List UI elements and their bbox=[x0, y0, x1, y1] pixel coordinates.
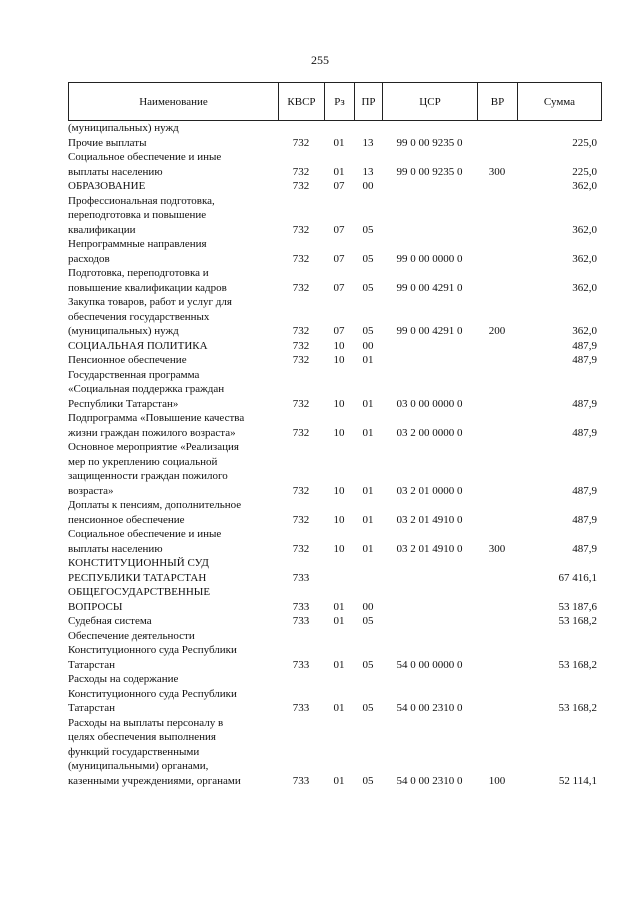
cell-vr: 300 bbox=[488, 542, 506, 555]
row-name-line: жизни граждан пожилого возраста» bbox=[68, 426, 236, 439]
cell-kvsr: 732 bbox=[292, 542, 310, 555]
row-name bbox=[68, 150, 275, 179]
row-name-line: функций государственными bbox=[68, 745, 200, 758]
cell-rz: 10 bbox=[333, 339, 345, 352]
row-name-line: ОБЩЕГОСУДАРСТВЕННЫЕ bbox=[68, 586, 211, 598]
row-name bbox=[68, 716, 275, 789]
row-name-line: Расходы на содержание bbox=[68, 673, 179, 685]
header-vr: ВР bbox=[478, 83, 518, 121]
row-name bbox=[68, 179, 275, 194]
cell-csr: 03 2 00 0000 0 bbox=[396, 426, 463, 439]
row-name-line: Социальное обеспечение и иные bbox=[68, 151, 222, 163]
cell-kvsr: 733 bbox=[292, 658, 310, 671]
cell-sum: 362,0 bbox=[572, 281, 597, 294]
cell-csr: 03 2 01 4910 0 bbox=[396, 513, 463, 526]
row-name-line: «Социальная поддержка граждан bbox=[68, 383, 225, 395]
cell-kvsr: 733 bbox=[292, 600, 310, 613]
cell-pr: 05 bbox=[362, 223, 374, 236]
row-name bbox=[68, 527, 275, 556]
table-row bbox=[68, 368, 600, 412]
table-row bbox=[68, 411, 600, 440]
cell-kvsr: 732 bbox=[292, 339, 310, 352]
cell-kvsr: 732 bbox=[292, 325, 310, 337]
cell-kvsr: 732 bbox=[292, 223, 310, 236]
table-row bbox=[68, 266, 600, 295]
cell-csr: 99 0 00 4291 0 bbox=[396, 325, 463, 337]
cell-rz: 07 bbox=[333, 180, 345, 192]
cell-csr: 54 0 00 2310 0 bbox=[396, 774, 463, 787]
cell-pr: 05 bbox=[362, 615, 374, 627]
cell-rz: 10 bbox=[333, 354, 345, 366]
cell-pr: 13 bbox=[362, 136, 374, 149]
row-name-line: Подпрограмма «Повышение качества bbox=[68, 412, 245, 424]
cell-kvsr: 732 bbox=[292, 180, 310, 192]
cell-vr: 300 bbox=[488, 165, 506, 178]
row-name-line: Государственная программа bbox=[68, 368, 200, 381]
row-name bbox=[68, 585, 275, 614]
cell-pr: 05 bbox=[362, 252, 374, 265]
row-name-line: Закупка товаров, работ и услуг для bbox=[68, 296, 232, 308]
table-row bbox=[68, 136, 600, 151]
row-name-line: целях обеспечения выполнения bbox=[68, 731, 216, 743]
cell-sum: 67 416,1 bbox=[558, 571, 597, 584]
table-row bbox=[68, 179, 600, 194]
row-name bbox=[68, 237, 275, 266]
table-row bbox=[68, 150, 600, 179]
cell-sum: 53 168,2 bbox=[558, 702, 597, 714]
row-name bbox=[68, 672, 275, 716]
row-name bbox=[68, 411, 275, 440]
row-name bbox=[68, 121, 275, 136]
row-name-line: мер по укреплению социальной bbox=[68, 455, 218, 468]
cell-rz: 10 bbox=[333, 542, 345, 555]
row-name-line: ВОПРОСЫ bbox=[68, 600, 123, 613]
cell-sum: 487,9 bbox=[572, 542, 597, 555]
row-name-line: (муниципальных) нужд bbox=[68, 325, 179, 337]
cell-sum: 362,0 bbox=[572, 223, 597, 236]
row-name-line: Доплаты к пенсиям, дополнительное bbox=[68, 499, 242, 511]
cell-pr: 13 bbox=[362, 165, 374, 178]
cell-pr: 05 bbox=[362, 325, 374, 337]
row-name bbox=[68, 339, 275, 354]
cell-kvsr: 732 bbox=[292, 484, 310, 497]
cell-sum: 225,0 bbox=[572, 165, 597, 178]
row-name bbox=[68, 556, 275, 585]
row-name-line: СОЦИАЛЬНАЯ ПОЛИТИКА bbox=[68, 339, 208, 352]
row-name-line: пенсионное обеспечение bbox=[68, 513, 185, 526]
header-kvsr: КВСР bbox=[279, 83, 325, 121]
row-name-line: КОНСТИТУЦИОННЫЙ СУД bbox=[68, 557, 209, 569]
table-row bbox=[68, 353, 600, 368]
row-name-line: Республики Татарстан» bbox=[68, 397, 179, 410]
row-name-line: защищенности граждан пожилого bbox=[68, 470, 228, 482]
cell-csr: 99 0 00 4291 0 bbox=[396, 281, 463, 294]
cell-sum: 53 168,2 bbox=[558, 615, 597, 627]
cell-kvsr: 733 bbox=[292, 774, 310, 787]
table-row bbox=[68, 194, 600, 238]
cell-rz: 10 bbox=[333, 513, 345, 526]
cell-kvsr: 733 bbox=[292, 571, 310, 584]
cell-pr: 00 bbox=[362, 180, 374, 192]
cell-pr: 00 bbox=[362, 600, 374, 613]
cell-sum: 487,9 bbox=[572, 354, 597, 366]
cell-csr: 99 0 00 0000 0 bbox=[396, 252, 463, 265]
cell-kvsr: 732 bbox=[292, 397, 310, 410]
table-row bbox=[68, 556, 600, 585]
cell-sum: 53 168,2 bbox=[558, 658, 597, 671]
cell-rz: 01 bbox=[333, 600, 345, 613]
row-name-line: Судебная система bbox=[68, 615, 152, 627]
cell-rz: 01 bbox=[333, 658, 345, 671]
cell-kvsr: 733 bbox=[292, 615, 310, 627]
cell-sum: 225,0 bbox=[572, 136, 597, 149]
row-name-line: Непрограммные направления bbox=[68, 238, 207, 250]
cell-pr: 01 bbox=[362, 397, 374, 410]
row-name-line: Пенсионное обеспечение bbox=[68, 354, 187, 366]
cell-pr: 01 bbox=[362, 426, 374, 439]
table-row bbox=[68, 498, 600, 527]
cell-rz: 10 bbox=[333, 397, 345, 410]
cell-sum: 487,9 bbox=[572, 513, 597, 526]
cell-rz: 07 bbox=[333, 223, 345, 236]
row-name bbox=[68, 629, 275, 673]
row-name-line: Прочие выплаты bbox=[68, 136, 147, 149]
cell-pr: 05 bbox=[362, 702, 374, 714]
cell-kvsr: 732 bbox=[292, 354, 310, 366]
table-row bbox=[68, 614, 600, 629]
table-body bbox=[68, 121, 600, 788]
cell-sum: 52 114,1 bbox=[558, 774, 597, 787]
table-row bbox=[68, 295, 600, 339]
row-name bbox=[68, 295, 275, 339]
cell-csr: 03 0 00 0000 0 bbox=[396, 397, 463, 410]
row-name-line: Расходы на выплаты персоналу в bbox=[68, 716, 224, 729]
table-row bbox=[68, 629, 600, 673]
header-sum: Сумма bbox=[518, 83, 602, 121]
cell-csr: 99 0 00 9235 0 bbox=[396, 136, 463, 149]
table-row bbox=[68, 440, 600, 498]
table-row bbox=[68, 716, 600, 789]
cell-kvsr: 732 bbox=[292, 513, 310, 526]
row-name-line: Татарстан bbox=[68, 702, 115, 714]
cell-kvsr: 732 bbox=[292, 136, 310, 149]
cell-kvsr: 732 bbox=[292, 165, 310, 178]
cell-sum: 362,0 bbox=[572, 180, 597, 192]
row-name-line: РЕСПУБЛИКИ ТАТАРСТАН bbox=[68, 571, 207, 584]
cell-pr: 00 bbox=[362, 339, 374, 352]
row-name-line: расходов bbox=[68, 252, 110, 265]
table-row bbox=[68, 121, 600, 136]
row-name-line: Подготовка, переподготовка и bbox=[68, 267, 209, 279]
cell-pr: 05 bbox=[362, 658, 374, 671]
cell-sum: 53 187,6 bbox=[558, 600, 597, 613]
cell-kvsr: 732 bbox=[292, 426, 310, 439]
cell-sum: 487,9 bbox=[572, 426, 597, 439]
row-name-line: Конституционного суда Республики bbox=[68, 644, 237, 656]
table-header bbox=[68, 82, 602, 121]
cell-sum: 487,9 bbox=[572, 397, 597, 410]
row-name-line: возраста» bbox=[68, 484, 114, 497]
cell-csr: 03 2 01 4910 0 bbox=[396, 542, 463, 555]
row-name-line: Обеспечение деятельности bbox=[68, 629, 195, 642]
cell-vr: 100 bbox=[488, 774, 506, 787]
table-row bbox=[68, 339, 600, 354]
cell-csr: 99 0 00 9235 0 bbox=[396, 165, 463, 178]
cell-rz: 07 bbox=[333, 325, 345, 337]
header-name: Наименование bbox=[69, 83, 279, 121]
cell-rz: 10 bbox=[333, 484, 345, 497]
cell-pr: 01 bbox=[362, 542, 374, 555]
cell-rz: 01 bbox=[333, 165, 345, 178]
row-name-line: (муниципальными) органами, bbox=[68, 760, 209, 772]
cell-rz: 01 bbox=[333, 136, 345, 149]
cell-kvsr: 732 bbox=[292, 252, 310, 265]
header-csr: ЦСР bbox=[383, 83, 478, 121]
row-name bbox=[68, 266, 275, 295]
cell-pr: 01 bbox=[362, 354, 374, 366]
cell-sum: 487,9 bbox=[572, 339, 597, 352]
row-name bbox=[68, 498, 275, 527]
table-row bbox=[68, 585, 600, 614]
row-name-line: Татарстан bbox=[68, 658, 115, 671]
cell-pr: 01 bbox=[362, 513, 374, 526]
row-name-line: ОБРАЗОВАНИЕ bbox=[68, 180, 146, 192]
row-name-line: квалификации bbox=[68, 223, 136, 236]
cell-rz: 01 bbox=[333, 702, 345, 714]
row-name-line: выплаты населению bbox=[68, 165, 163, 178]
cell-sum: 362,0 bbox=[572, 325, 597, 337]
cell-rz: 07 bbox=[333, 252, 345, 265]
table-row bbox=[68, 527, 600, 556]
cell-sum: 362,0 bbox=[572, 252, 597, 265]
cell-pr: 01 bbox=[362, 484, 374, 497]
cell-rz: 10 bbox=[333, 426, 345, 439]
row-name bbox=[68, 368, 275, 412]
row-name-line: Профессиональная подготовка, bbox=[68, 194, 215, 207]
row-name bbox=[68, 353, 275, 368]
cell-csr: 54 0 00 2310 0 bbox=[396, 702, 463, 714]
table-row bbox=[68, 672, 600, 716]
cell-rz: 07 bbox=[333, 281, 345, 294]
cell-csr: 54 0 00 0000 0 bbox=[396, 658, 463, 671]
cell-kvsr: 732 bbox=[292, 281, 310, 294]
row-name-line: Социальное обеспечение и иные bbox=[68, 528, 222, 540]
cell-rz: 01 bbox=[333, 774, 345, 787]
row-name-line: (муниципальных) нужд bbox=[68, 122, 179, 134]
page-number: 255 bbox=[311, 53, 329, 67]
cell-sum: 487,9 bbox=[572, 484, 597, 497]
row-name-line: обеспечения государственных bbox=[68, 310, 210, 323]
row-name-line: выплаты населению bbox=[68, 542, 163, 555]
row-name bbox=[68, 136, 275, 151]
row-name-line: переподготовка и повышение bbox=[68, 209, 207, 221]
cell-pr: 05 bbox=[362, 774, 374, 787]
row-name-line: Конституционного суда Республики bbox=[68, 687, 237, 700]
row-name-line: Основное мероприятие «Реализация bbox=[68, 441, 239, 453]
row-name bbox=[68, 440, 275, 498]
cell-vr: 200 bbox=[488, 325, 506, 337]
cell-kvsr: 733 bbox=[292, 702, 310, 714]
row-name bbox=[68, 614, 275, 629]
cell-rz: 01 bbox=[333, 615, 345, 627]
row-name-line: казенными учреждениями, органами bbox=[68, 774, 241, 787]
cell-pr: 05 bbox=[362, 281, 374, 294]
table-row bbox=[68, 237, 600, 266]
header-rz: Рз bbox=[325, 83, 355, 121]
header-pr: ПР bbox=[355, 83, 383, 121]
cell-csr: 03 2 01 0000 0 bbox=[396, 484, 463, 497]
row-name bbox=[68, 194, 275, 238]
row-name-line: повышение квалификации кадров bbox=[68, 281, 227, 294]
